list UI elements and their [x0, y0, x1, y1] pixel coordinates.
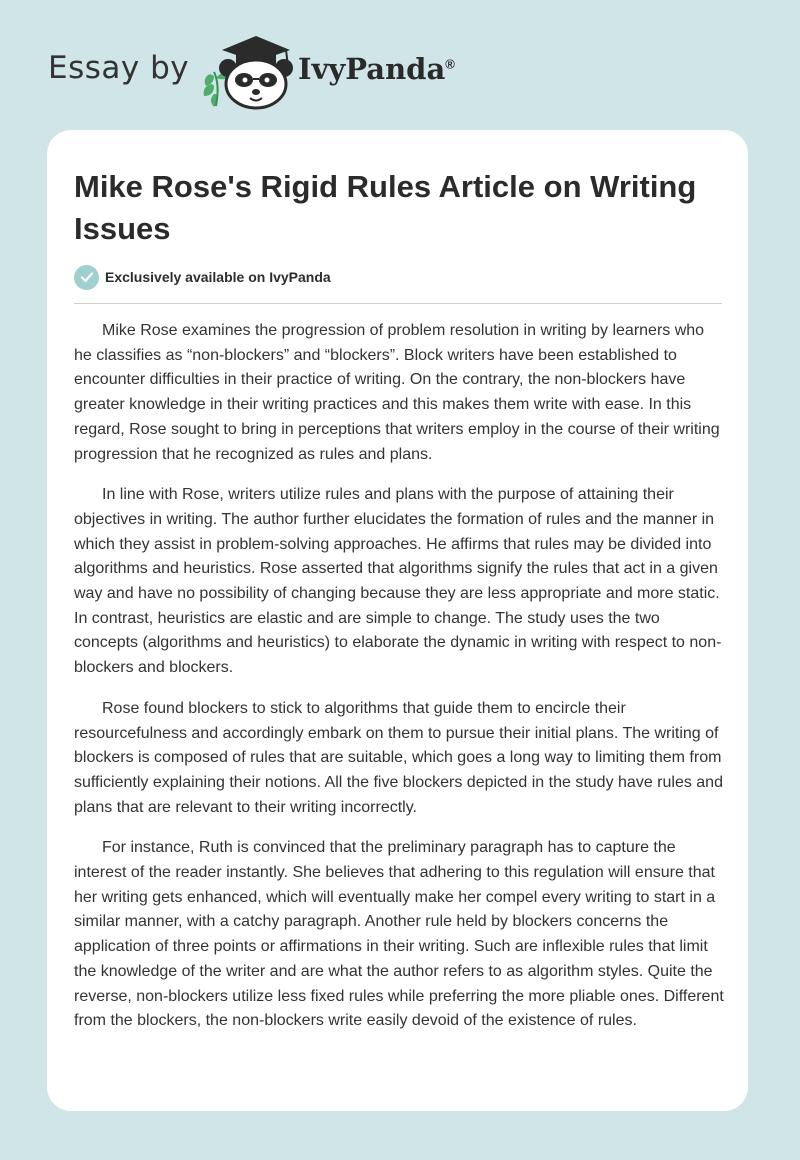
paragraph: In line with Rose, writers utilize rules and plans with the purpose of attaining their objectives in writing. The author further elucidates the formation of rules and the manner in which they assist in problem-solving approaches. He affirms that rules may be divided into algorithms and heuristics. Rose asserted that algorithms signify the rules that act in a given way and have no possibility of changing because they are less appropriate and more static. In contrast, heuristics are elastic and are simple to change. The study uses the two concepts (algorithms and heuristics) to elaborate the dynamic in writing with respect to non-blockers and blockers.	[74, 486, 722, 677]
divider	[74, 303, 722, 304]
checkmark-icon	[74, 265, 99, 290]
exclusive-badge	[74, 264, 331, 290]
article-body	[74, 319, 726, 1050]
exclusive-badge-label: Exclusively available on IvyPanda	[105, 269, 331, 285]
ivypanda-logo-icon[interactable]	[200, 30, 296, 110]
essay-by-label: Essay by	[48, 50, 190, 86]
article-card	[47, 130, 748, 1111]
site-header	[48, 30, 648, 110]
paragraph: Mike Rose examines the progression of problem resolution in writing by learners who he classifies as “non-blockers” and “blockers”. Block writers have been established to encounter difficulties in their practice of writing. On the contrary, the non-blockers have greater knowledge in their writing practices and this makes them write with ease. In this regard, Rose sought to bring in perceptions that writers employ in the course of their writing progression that he recognized as rules and plans.	[74, 322, 720, 463]
brand-name[interactable]	[298, 52, 455, 86]
paragraph: For instance, Ruth is convinced that the preliminary paragraph has to capture the interest of the reader instantly. She believes that adhering to this regulation will ensure that her writing gets enhanced, which will eventually make her compel every writing to start in a similar manner, with a catchy paragraph. Another rule held by blockers concerns the application of three points or affirmations in their writing. Such are inflexible rules that limit the knowledge of the writer and are what the author refers to as algorithm styles. Quite the reverse, non-blockers utilize less fixed rules while preferring the more pliable ones. Different from the blockers, the non-blockers write easily devoid of the existence of rules.	[74, 839, 724, 1030]
registered-mark: ®	[445, 56, 455, 72]
brand-text: IvyPanda	[298, 52, 446, 86]
article-title: Mike Rose's Rigid Rules Article on Writing Issues	[74, 169, 697, 246]
paragraph: Rose found blockers to stick to algorithms that guide them to encircle their resourcefulness and accordingly embark on them to pursue their initial plans. The writing of blockers is composed of rules that are suitable, which goes a long way to limiting them from sufficiently explaining their notions. All the five blockers depicted in the study have rules and plans that are relevant to their writing incorrectly.	[74, 699, 723, 816]
